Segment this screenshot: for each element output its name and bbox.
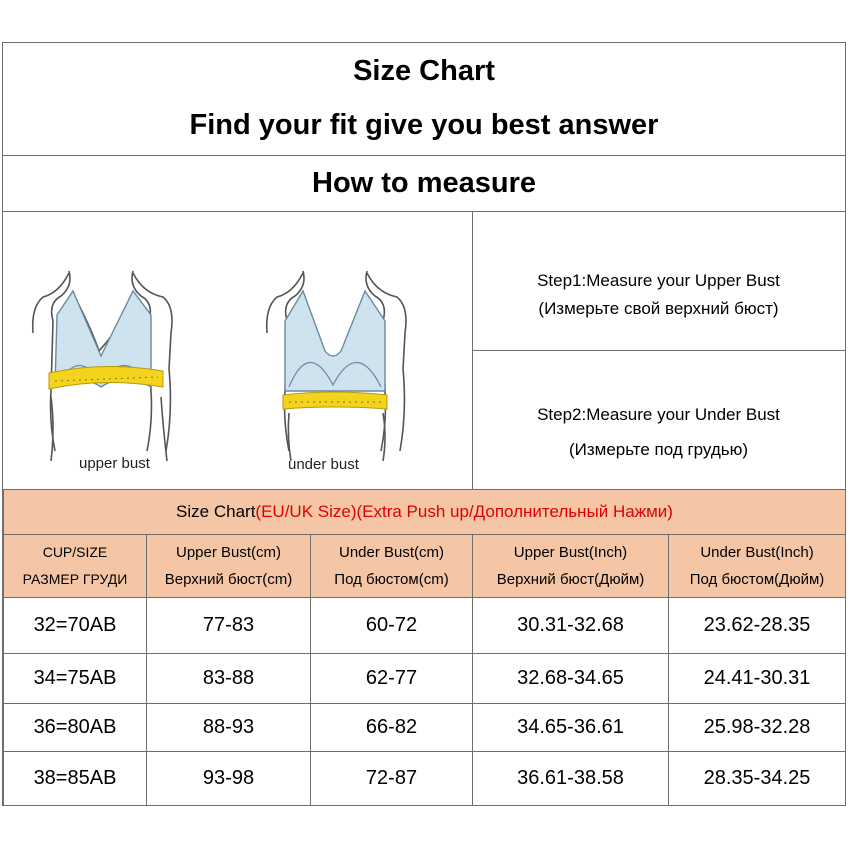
size-table-banner-row bbox=[4, 490, 846, 535]
table-cell-size: 38=85AB bbox=[4, 752, 147, 806]
column-header-en: CUP/SIZE bbox=[42, 544, 108, 560]
column-header bbox=[311, 535, 473, 598]
upper-bust-tape bbox=[49, 366, 163, 389]
step1-english: Step1:Measure your Upper Bust bbox=[537, 271, 780, 290]
table-cell-size: 34=75AB bbox=[4, 654, 147, 704]
table-row bbox=[4, 598, 846, 654]
step2-english: Step2:Measure your Under Bust bbox=[537, 405, 780, 424]
under-bust-bra bbox=[285, 291, 385, 391]
table-cell: 93-98 bbox=[147, 752, 311, 806]
column-header bbox=[4, 535, 147, 598]
column-header bbox=[147, 535, 311, 598]
how-to-measure-heading: How to measure bbox=[3, 155, 845, 212]
table-cell: 30.31-32.68 bbox=[473, 598, 669, 654]
table-row bbox=[4, 654, 846, 704]
table-cell: 77-83 bbox=[147, 598, 311, 654]
under-bust-tape bbox=[283, 392, 387, 409]
column-header-en: Under Bust(cm) bbox=[338, 544, 445, 561]
table-cell: 88-93 bbox=[147, 704, 311, 752]
under-bust-label: under bust bbox=[288, 456, 359, 473]
table-cell: 36.61-38.58 bbox=[473, 752, 669, 806]
column-header-ru: РАЗМЕР ГРУДИ bbox=[22, 571, 128, 587]
table-cell: 60-72 bbox=[311, 598, 473, 654]
column-header-ru: Под бюстом(cm) bbox=[334, 571, 449, 588]
table-cell: 83-88 bbox=[147, 654, 311, 704]
table-cell: 25.98-32.28 bbox=[669, 704, 846, 752]
column-header bbox=[473, 535, 669, 598]
page-title: Size Chart bbox=[353, 55, 495, 87]
upper-bust-label: upper bust bbox=[79, 455, 150, 472]
column-header-en: Under Bust(Inch) bbox=[700, 544, 814, 561]
step-divider bbox=[472, 350, 845, 351]
column-header-ru: Под бюстом(Дюйм) bbox=[689, 571, 825, 588]
table-cell: 72-87 bbox=[311, 752, 473, 806]
table-cell: 32.68-34.65 bbox=[473, 654, 669, 704]
column-header-en: Upper Bust(Inch) bbox=[513, 544, 628, 561]
table-cell-size: 36=80AB bbox=[4, 704, 147, 752]
size-chart-sheet bbox=[2, 42, 846, 806]
table-cell: 28.35-34.25 bbox=[669, 752, 846, 806]
table-cell-size: 32=70AB bbox=[4, 598, 147, 654]
table-cell: 23.62-28.35 bbox=[669, 598, 846, 654]
column-header bbox=[669, 535, 846, 598]
table-row bbox=[4, 704, 846, 752]
table-cell: 34.65-36.61 bbox=[473, 704, 669, 752]
table-cell: 66-82 bbox=[311, 704, 473, 752]
under-bust-body-lower bbox=[288, 413, 385, 461]
banner-subtitle: (EU/UK Size)(Extra Push up/Дополнительный Нажми) bbox=[255, 502, 673, 521]
size-table-header-row bbox=[4, 535, 846, 598]
banner-title: Size Chart bbox=[176, 502, 256, 521]
size-table-banner bbox=[4, 490, 846, 535]
table-cell: 62-77 bbox=[311, 654, 473, 704]
title-box bbox=[3, 43, 845, 156]
page-subtitle: Find your fit give you best answer bbox=[189, 109, 659, 141]
measure-steps bbox=[472, 211, 845, 489]
step2-russian: (Измерьте под грудью) bbox=[568, 440, 749, 459]
table-cell: 24.41-30.31 bbox=[669, 654, 846, 704]
step1-russian: (Измерьте свой верхний бюст) bbox=[538, 299, 779, 318]
column-header-ru: Верхний бюст(cm) bbox=[164, 571, 293, 588]
table-row bbox=[4, 752, 846, 806]
size-table bbox=[3, 489, 846, 806]
column-header-ru: Верхний бюст(Дюйм) bbox=[496, 571, 645, 588]
column-header-en: Upper Bust(cm) bbox=[175, 544, 282, 561]
measuring-illustration bbox=[3, 211, 473, 489]
bust-figures-svg bbox=[3, 211, 472, 489]
